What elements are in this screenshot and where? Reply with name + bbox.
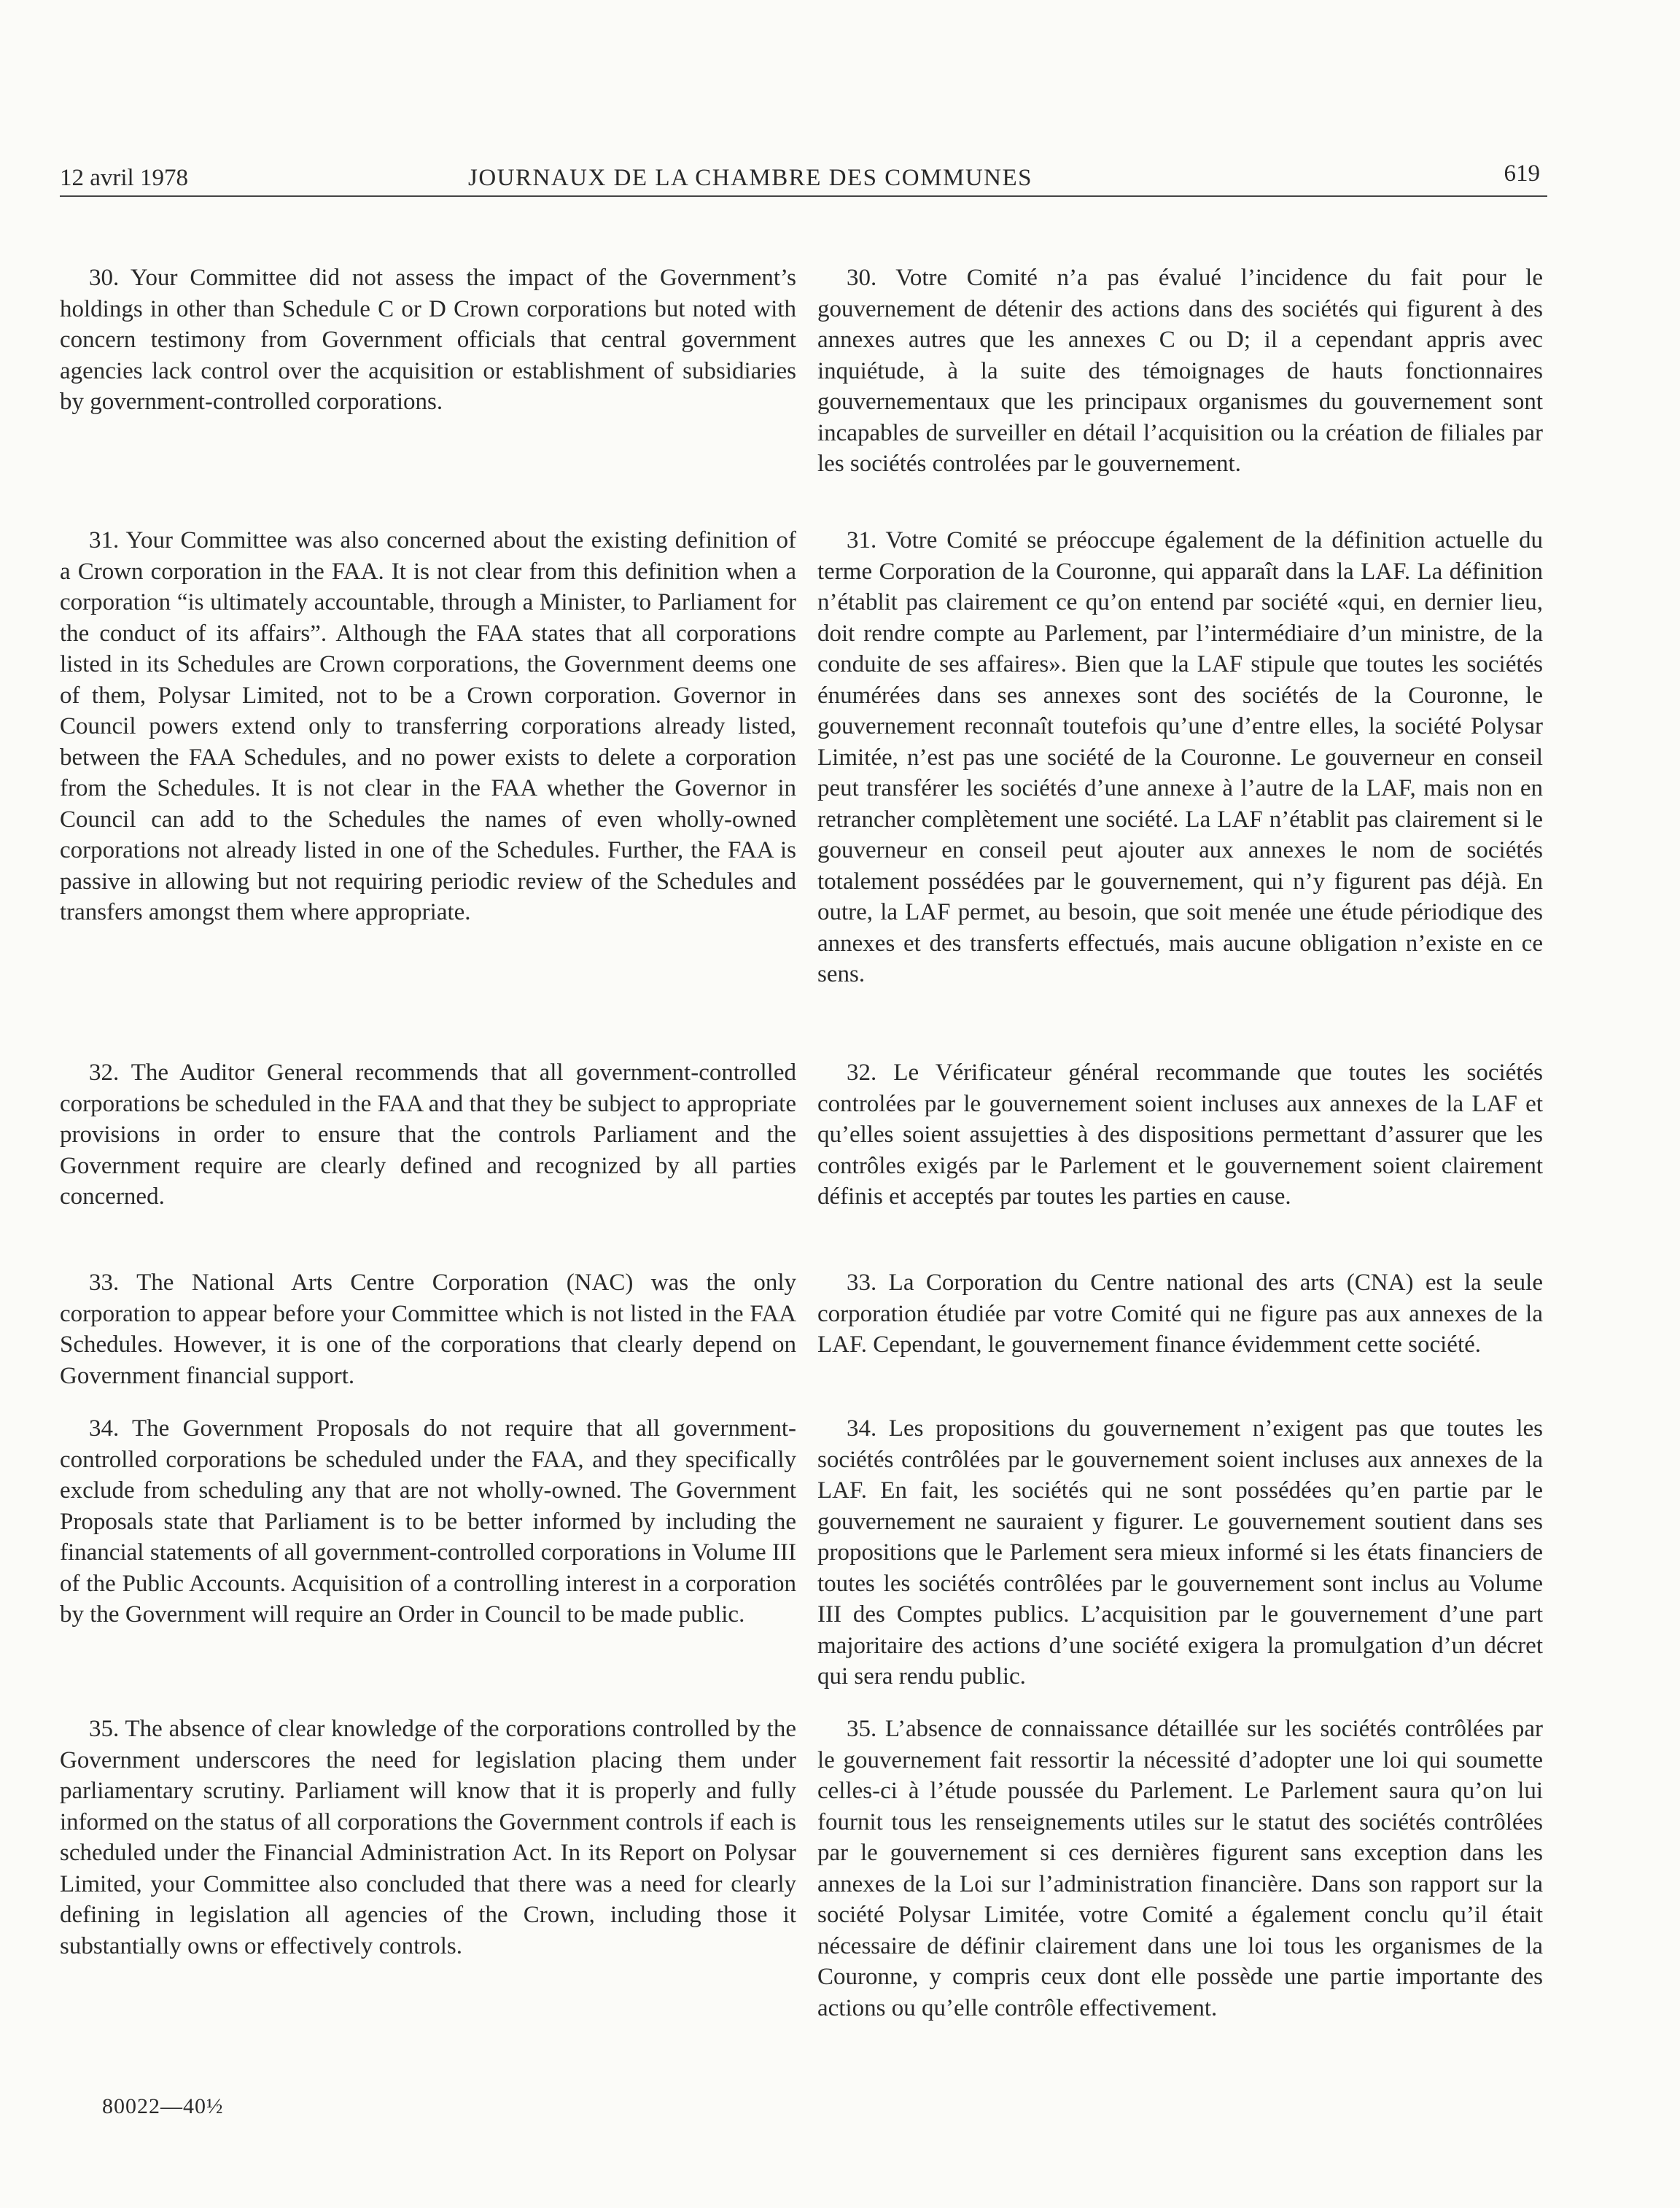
paragraph-32-fr: 32. Le Vérificateur général recommande que toutes les sociétés controlées par le gouvernement soient incluses aux annexes de la LAF et qu’elles soient assujetties à des dispositions permettant d’assurer que les contrôles exigés par le Parlement et le gouvernement soient clairement définis et acceptés par toutes les parties en cause. <box>817 1060 1543 1210</box>
paragraph-34-fr: 34. Les propositions du gouvernement n’exigent pas que toutes les sociétés contrôlées par le gouvernement soient incluses aux annexes de la LAF. En fait, les sociétés qui ne sont possédées qu’en partie par le gouvernement ne sauraient y figurer. Le gouvernement soutient dans ses propositions que le Parlement sera mieux informé si les états financiers de toutes les sociétés contrôlées par le gouvernement sont inclus au Volume III des Comptes publics. L’acquisition par le gouvernement d’une part majoritaire des actions d’une société exigera la promulgation d’un décret qui sera rendu public. <box>817 1415 1543 1690</box>
print-code: 80022—40½ <box>102 2094 224 2118</box>
paragraph-34-en: 34. The Government Proposals do not require that all government-controlled corporations be scheduled under the FAA, and they specifically exclude from scheduling any that are not wholly-owned. The Government Proposals state that Parliament is to be better informed by including the financial statements of all government-controlled corporations in Volume III of the Public Accounts. Acquisition of a controlling interest in a corporation by the Government will require an Order in Council to be made public. <box>60 1415 796 1628</box>
paragraph-30-fr: 30. Votre Comité n’a pas évalué l’incidence du fait pour le gouvernement de détenir des actions dans des sociétés qui figurent à des annexes autres que les annexes C ou D; il a cependant appris avec inquiétude, à la suite des témoignages de hauts fonctionnaires gouvernementaux que les principaux organismes du gouvernement sont incapables de surveiller en détail l’acquisition ou la création de filiales par les sociétés controlées par le gouvernement. <box>817 265 1543 477</box>
header-title: JOURNAUX DE LA CHAMBRE DES COMMUNES <box>468 165 1032 191</box>
paragraph-32-en: 32. The Auditor General recommends that all government-controlled corporations be scheduled in the FAA and that they be subject to appropriate provisions in order to ensure that the controls Parliament and the Government require are clearly defined and recognized by all parties concerned. <box>60 1060 796 1210</box>
page-number: 619 <box>1504 160 1540 187</box>
paragraph-33-fr: 33. La Corporation du Centre national des arts (CNA) est la seule corporation étudiée par votre Comité qui ne figure pas aux annexes de la LAF. Cependant, le gouvernement finance évidemment cette société. <box>817 1270 1543 1358</box>
paragraph-31-en: 31. Your Committee was also concerned about the existing definition of a Crown corporation in the FAA. It is not clear from this definition when a corporation “is ultimately accountable, through a Minister, to Parliament for the conduct of its affairs”. Although the FAA states that all corporations listed in its Schedules are Crown corporations, the Government deems one of them, Polysar Limited, not to be a Crown corporation. Governor in Council powers extend only to transferring corporations already listed, between the FAA Schedules, and no power exists to delete a corporation from the Schedules. It is not clear in the FAA whether the Governor in Council can add to the Schedules the names of even wholly-owned corporations not already listed in one of the Schedules. Further, the FAA is passive in allowing but not requiring periodic review of the Schedules and transfers amongst them where appropriate. <box>60 527 796 925</box>
paragraph-35-fr: 35. L’absence de connaissance détaillée sur les sociétés contrôlées par le gouvernement fait ressortir la nécessité d’adopter une loi qui soumette celles-ci à l’étude poussée du Parlement. Le Parlement saura qu’on lui fournit tous les renseignements utiles sur le statut des sociétés contrôlées par le gouvernement si ces dernières figurent sans exception dans les annexes de la Loi sur l’administration financière. Dans son rapport sur la société Polysar Limitée, votre Comité a également conclu qu’il était nécessaire de définir clairement dans une loi tous les organismes de la Couronne, y compris ceux dont elle possède une partie importante des actions ou qu’elle contrôle effectivement. <box>817 1716 1543 2021</box>
paragraph-33-en: 33. The National Arts Centre Corporation (NAC) was the only corporation to appear before your Committee which is not listed in the FAA Schedules. However, it is one of the corporations that clearly depend on Government financial support. <box>60 1270 796 1389</box>
header-date: 12 avril 1978 <box>60 165 188 191</box>
running-header <box>60 152 1547 197</box>
paragraph-31-fr: 31. Votre Comité se préoccupe également de la définition actuelle du terme Corporation de la Couronne, qui apparaît dans la LAF. La définition n’établit pas clairement ce qu’on entend par société «qui, en dernier lieu, doit rendre compte au Parlement, par l’intermédiaire d’un ministre, de la conduite de ses affaires». Bien que la LAF stipule que toutes les sociétés énumérées dans ses annexes sont des sociétés de la Couronne, le gouvernement reconnaît toutefois qu’une d’entre elles, la société Polysar Limitée, n’est pas une société de la Couronne. Le gouverneur en conseil peut transférer les sociétés d’une annexe à l’autre de la LAF, mais non en retrancher complètement une société. La LAF n’établit pas clairement si le gouverneur en conseil peut ajouter aux annexes le nom de sociétés totalement possédées par le gouvernement, qui n’y figurent pas déjà. En outre, la LAF permet, au besoin, que soit menée une étude périodique des annexes et des transferts effectués, mais aucune obligation n’existe en ce sens. <box>817 527 1543 987</box>
paragraph-35-en: 35. The absence of clear knowledge of the corporations controlled by the Government underscores the need for legislation placing them under parliamentary scrutiny. Parliament will know that it is properly and fully informed on the status of all corporations the Government controls if each is scheduled under the Financial Administration Act. In its Report on Polysar Limited, your Committee also concluded that there was a need for clearly defining in legislation all agencies of the Crown, including those it substantially owns or effectively controls. <box>60 1716 796 1959</box>
paragraph-30-en: 30. Your Committee did not assess the impact of the Government’s holdings in other than Schedule C or D Crown corporations but noted with concern testimony from Government officials that central government agencies lack control over the acquisition or establishment of subsidiaries by government-controlled corporations. <box>60 265 796 415</box>
